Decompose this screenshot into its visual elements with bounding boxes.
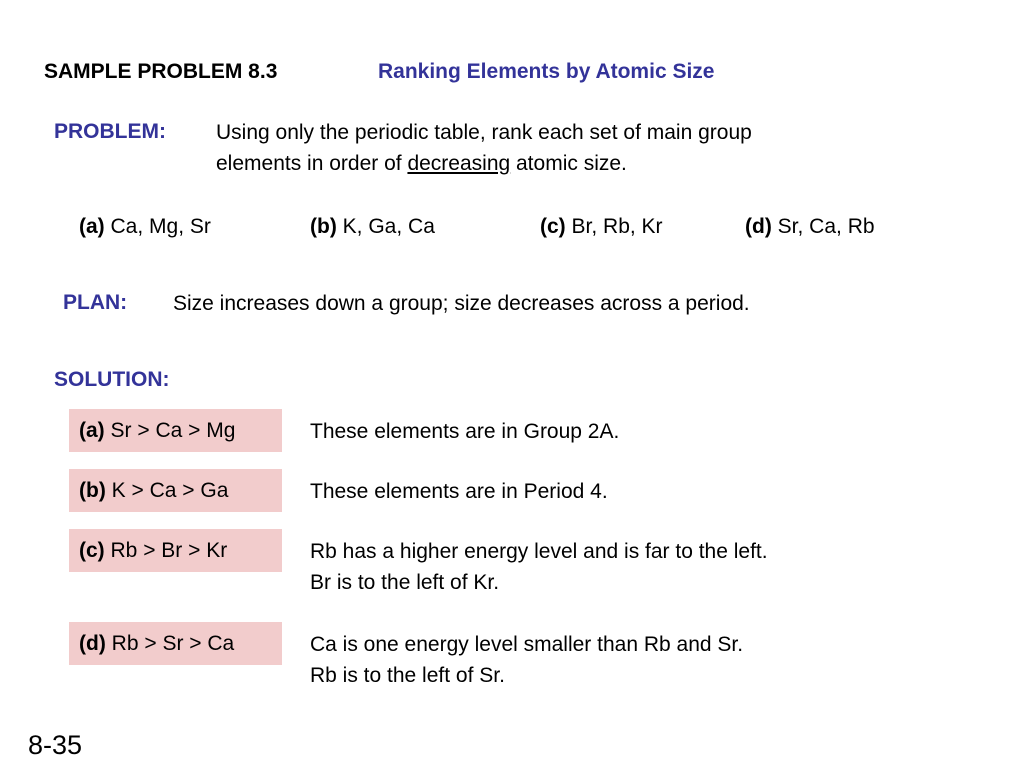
problem-title: Ranking Elements by Atomic Size: [378, 60, 715, 83]
answer-ranking: K > Ca > Ga: [111, 479, 229, 502]
explanation-line: Rb is to the left of Sr.: [310, 664, 505, 687]
part-letter: (b): [310, 215, 337, 238]
problem-label: PROBLEM:: [54, 120, 166, 143]
plan-label: PLAN:: [63, 291, 128, 314]
part-elements: Ca, Mg, Sr: [110, 215, 211, 238]
answer-letter: (c): [79, 539, 105, 562]
solution-label: SOLUTION:: [54, 368, 170, 391]
problem-text-line1: Using only the periodic table, rank each set of main group: [216, 121, 752, 144]
answer-box-a: [69, 409, 282, 452]
decreasing-emphasis: decreasing: [407, 152, 511, 175]
explanation-d: [310, 629, 743, 691]
answer-box-d: [69, 622, 282, 665]
part-elements: K, Ga, Ca: [342, 215, 435, 238]
problem-text-line2-post: atomic size.: [510, 152, 627, 175]
part-a: [79, 211, 211, 242]
part-d: [745, 211, 875, 242]
answer-ranking: Rb > Sr > Ca: [111, 632, 235, 655]
explanation-line: Ca is one energy level smaller than Rb and Sr.: [310, 633, 744, 656]
part-elements: Br, Rb, Kr: [571, 215, 663, 238]
answer-letter: (a): [79, 419, 105, 442]
answer-ranking: Sr > Ca > Mg: [110, 419, 236, 442]
problem-text-line2: [216, 148, 627, 179]
explanation-b: [310, 476, 608, 507]
plan-text: Size increases down a group; size decreases across a period.: [173, 292, 750, 315]
explanation-line: These elements are in Group 2A.: [310, 420, 620, 443]
explanation-line: Rb has a higher energy level and is far to the left.: [310, 540, 768, 563]
answer-letter: (d): [79, 632, 106, 655]
explanation-a: [310, 416, 619, 447]
answer-letter: (b): [79, 479, 106, 502]
problem-text-line2-pre: elements in order of: [216, 152, 408, 175]
answer-ranking: Rb > Br > Kr: [110, 539, 228, 562]
part-letter: (c): [540, 215, 566, 238]
answer-box-b: [69, 469, 282, 512]
part-elements: Sr, Ca, Rb: [777, 215, 875, 238]
part-letter: (a): [79, 215, 105, 238]
explanation-c: [310, 536, 768, 598]
explanation-line: Br is to the left of Kr.: [310, 571, 500, 594]
explanation-line: These elements are in Period 4.: [310, 480, 608, 503]
part-c: [540, 211, 663, 242]
slide-number: 8-35: [28, 730, 83, 760]
part-b: [310, 211, 435, 242]
answer-box-c: [69, 529, 282, 572]
part-letter: (d): [745, 215, 772, 238]
problem-number: SAMPLE PROBLEM 8.3: [44, 60, 278, 83]
